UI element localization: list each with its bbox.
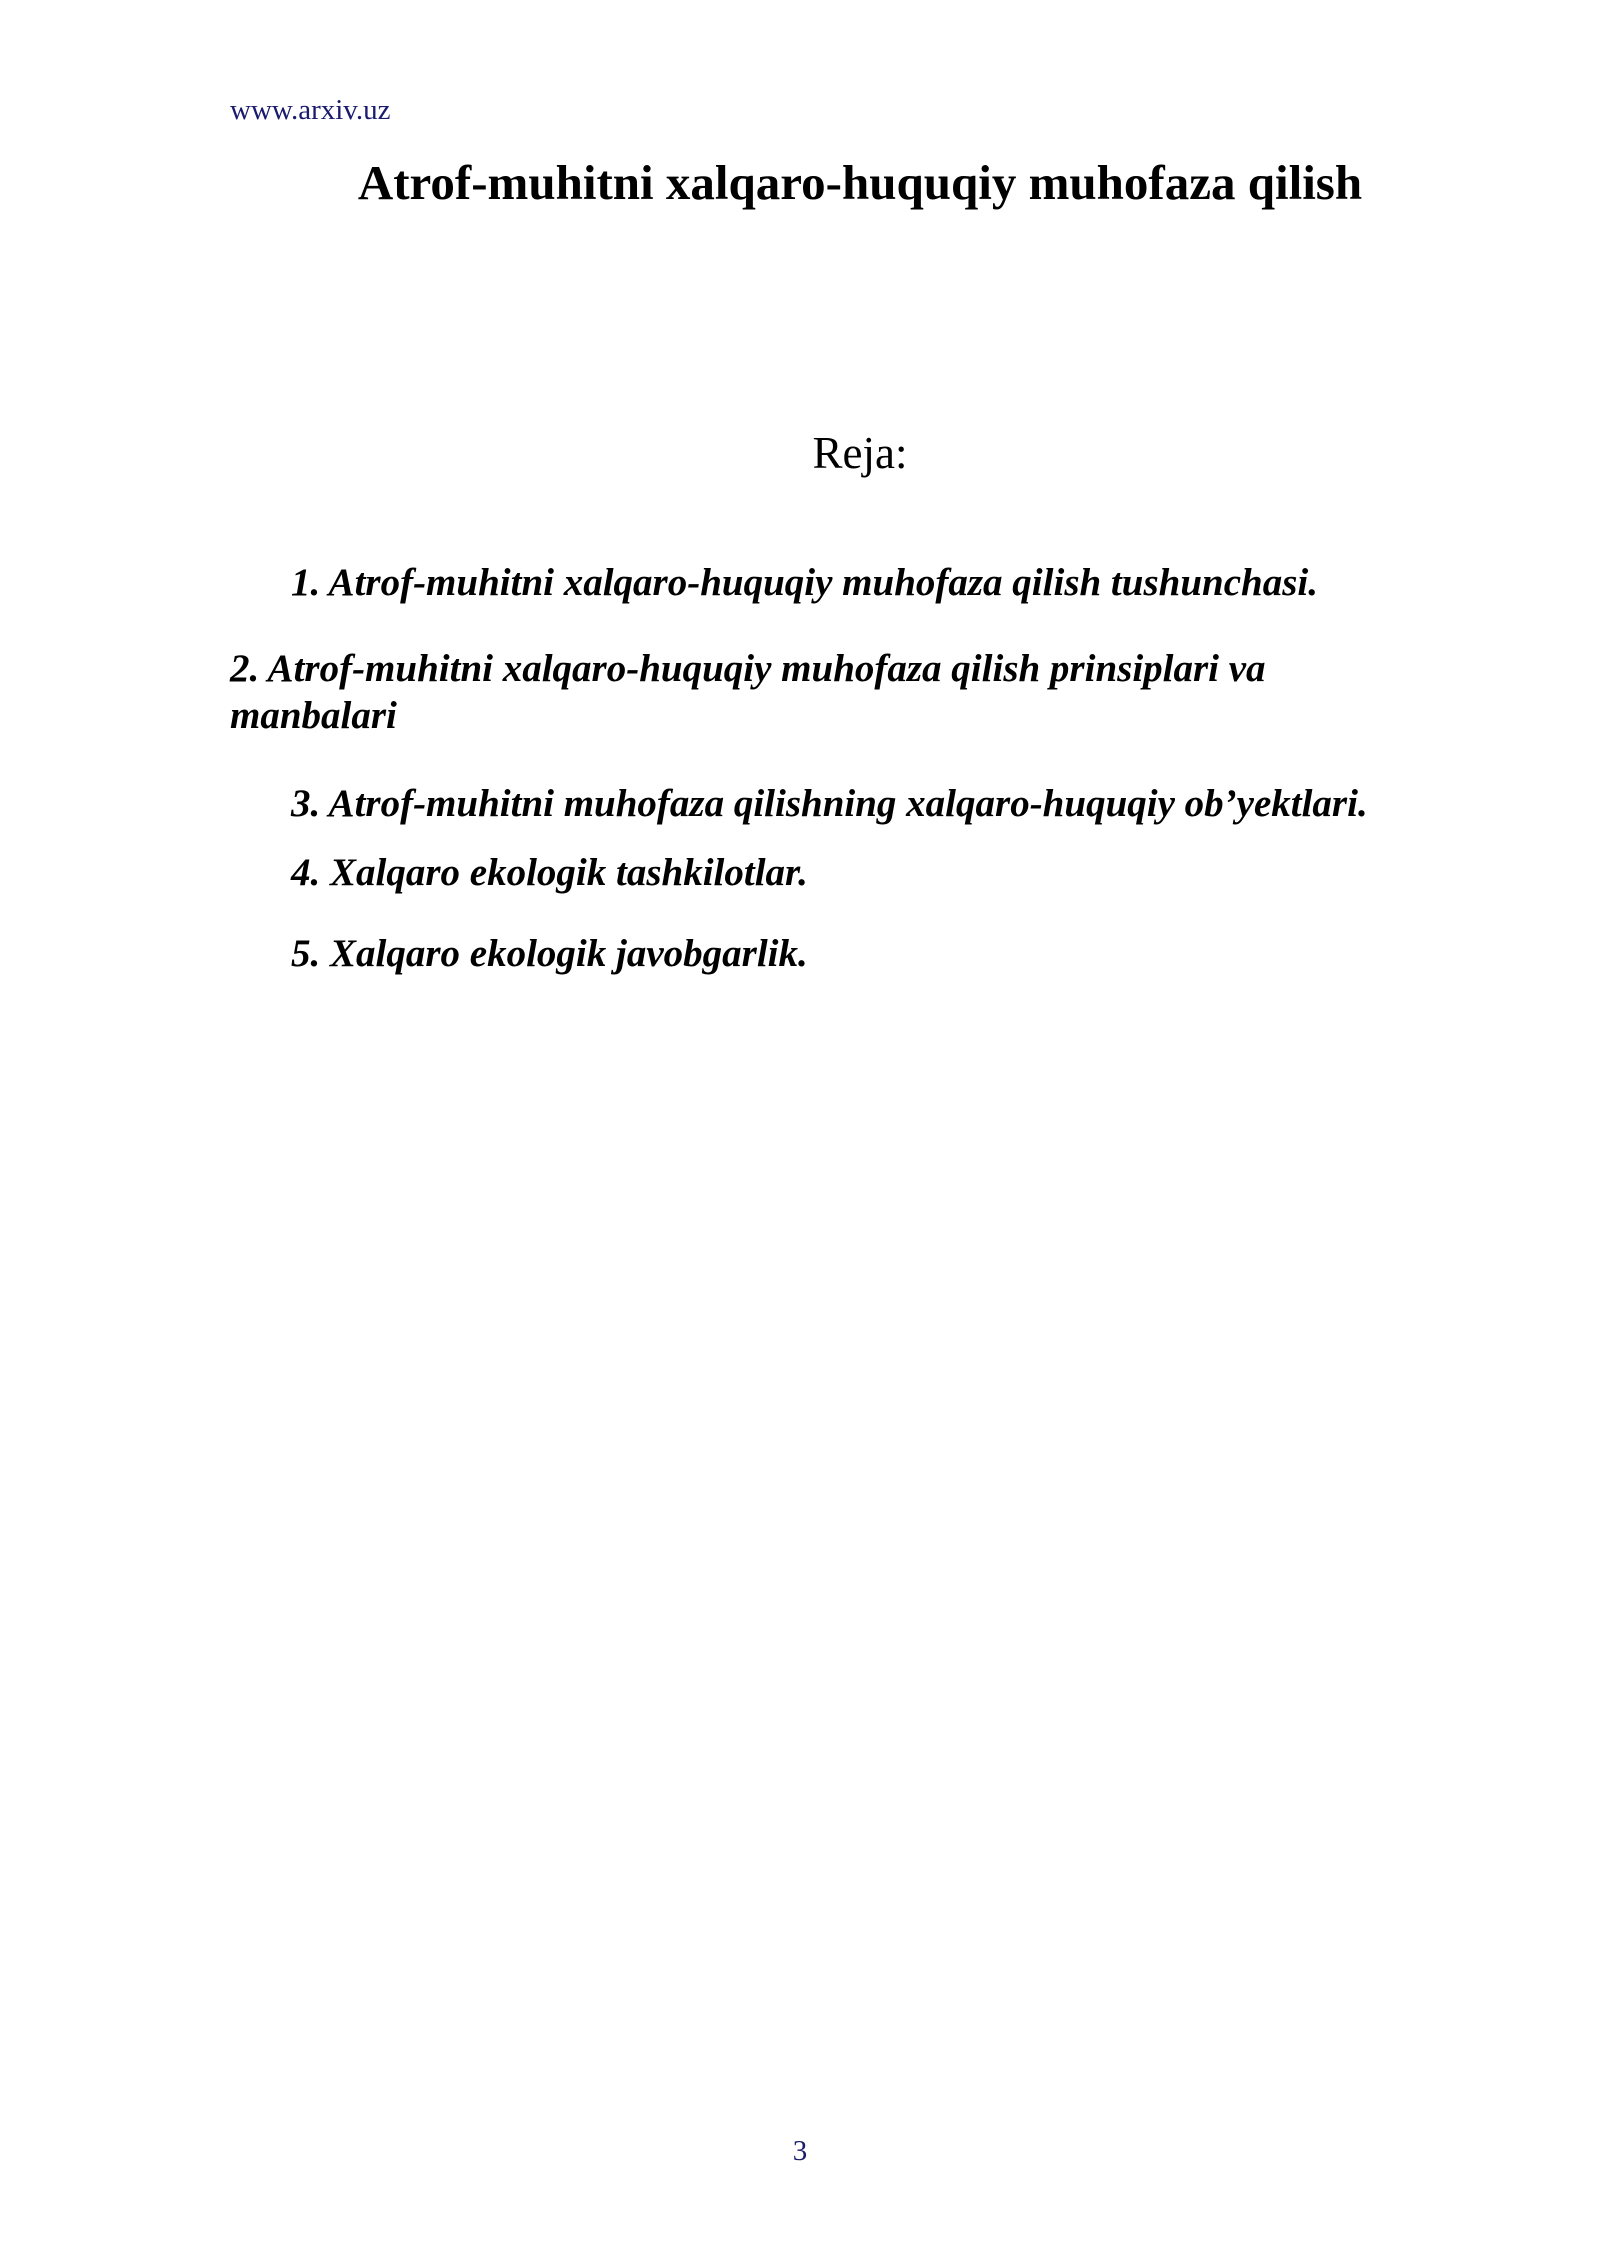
plan-item-5: 5. Xalqaro ekologik javobgarlik.	[291, 932, 808, 975]
plan-item-2: 2. Atrof-muhitni xalqaro-huquqiy muhofaza qilish prinsiplari va manbalari	[230, 647, 1266, 737]
plan-item-4: 4. Xalqaro ekologik tashkilotlar.	[291, 851, 808, 894]
plan-item-3: 3. Atrof-muhitni muhofaza qilishning xalqaro-huquqiy ob’yektlari.	[291, 782, 1368, 825]
plan-item-1: 1. Atrof-muhitni xalqaro-huquqiy muhofaza qilish tushunchasi.	[291, 561, 1318, 604]
site-link[interactable]: www.arxiv.uz	[230, 94, 391, 126]
plan-heading: Reja:	[812, 428, 908, 478]
document-title: Atrof-muhitni xalqaro-huquqiy muhofaza qilish	[357, 155, 1363, 210]
page-number: 3	[792, 2135, 808, 2167]
